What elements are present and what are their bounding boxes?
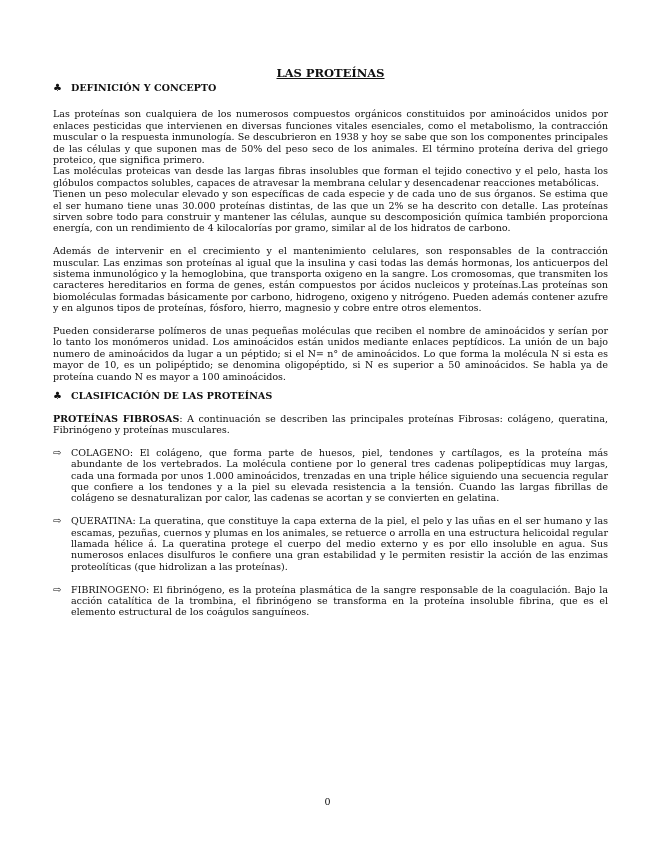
paragraph: Las proteínas son cualquiera de los numerosos compuestos orgánicos constituidos por aminoácidos unidos por enlaces pesticidas que intervienen en diversas funciones vitales esenciales, como el metabolismo, la contracción muscular o la respuesta inmunología. Se descubrieron en 1938 y hoy se sabe que son los componentes principales de las células y que suponen mas de 50% del peso seco de los animales. El término proteína deriva del griego proteico, que significa primero. [53, 109, 608, 167]
arrow-bullet-icon: ⇨ [53, 584, 62, 596]
paragraph: Las moléculas proteicas van desde las largas fibras insolubles que forman el tejido conectivo y el pelo, hasta los glóbulos compactos solubles, capaces de atravesar la membrana celular y desencadenar reacciones metabólicas. [53, 166, 608, 189]
fibrosas-text: : A continuación se describen las principales proteínas Fibrosas: colágeno, queratina, Fibrinógeno y proteínas musculares. [53, 413, 609, 436]
page-number: 0 [324, 797, 331, 808]
section-heading-clasificacion [53, 391, 608, 402]
fibrosas-label: PROTEÍNAS FIBROSAS [53, 413, 180, 425]
paragraph: Tienen un peso molecular elevado y son específicas de cada especie y de cada uno de sus órganos. Se estima que el ser humano tiene unas 30.000 proteínas distintas, de las que un 2% se ha descrito con detalle. Las proteínas sirven sobre todo para construir y mantener las células, aunque su descomposición química también proporciona energía, con un rendimiento de 4 kilocalorías por gramo, similar al de los hidratos de carbono. [53, 189, 608, 235]
section-heading-text: DEFINICIÓN Y CONCEPTO [71, 83, 217, 94]
section-heading-text: CLASIFICACIÓN DE LAS PROTEÍNAS [71, 391, 273, 403]
list-item-text: QUERATINA: La queratina, que constituye la capa externa de la piel, el pelo y las uñas en el ser humano y las escamas, pezuñas, cuernos y plumas en los animales, se retuerce o arrolla en una estructura helicoidal regular llamada hélice á. La queratina protege el cuerpo del medio externo y es por ello insoluble en agua. Sus numerosos enlaces disulfuros le confiere una gran estabilidad y le permiten resistir la acción de las enzimas proteolíticas (que hidrolizan a las proteínas). [71, 516, 608, 573]
arrow-bullet-icon: ⇨ [53, 447, 62, 459]
paragraph: Pueden considerarse polímeros de unas pequeñas moléculas que reciben el nombre de aminoácidos y serían por lo tanto los monómeros unidad. Los aminoácidos están unidos mediante enlaces peptídicos. La unión de un bajo numero de aminoácidos da lugar a un péptido; si el N= n° de aminoácidos. Lo que forma la molécula N si esta es mayor de 10, es un polipéptido; se denomina oligopéptido, si N es superior a 50 aminoácidos. Se habla ya de proteína cuando N es mayor a 100 aminoácidos. [53, 326, 608, 383]
page-title: LAS PROTEÍNAS [276, 66, 385, 80]
paragraph: Además de intervenir en el crecimiento y el mantenimiento celulares, son responsables de la contracción muscular. Las enzimas son proteínas al igual que la insulina y casi todas las demás hormonas, los anticuerpos del sistema inmunológico y la hemoglobina, que transporta oxigeno en la sangre. Los cromosomas, que transmiten los caracteres hereditarios en forma de genes, están compuestos por ácidos nucleicos y proteínas.Las proteínas son biomoléculas formadas básicamente por carbono, hidrogeno, oxigeno y nitrógeno. Pueden además contener azufre y en algunos tipos de proteínas, fósforo, hierro, magnesio y cobre entre otros elementos. [53, 246, 608, 315]
paragraph-fibrosas [53, 414, 608, 437]
list-item-fibrinogeno [53, 585, 608, 619]
list-item-queratina [53, 516, 608, 573]
section-heading-definicion [53, 83, 608, 94]
arrow-bullet-icon: ⇨ [53, 516, 62, 528]
list-item-colageno [53, 448, 608, 505]
document-page [53, 66, 608, 619]
list-item-text: FIBRINOGENO: El fibrinógeno, es la proteína plasmática de la sangre responsable de la coagulación. Bajo la acción catalítica de la trombina, el fibrinógeno se transforma en la proteína insoluble fibrina, que es el elemento estructural de los coágulos sanguíneos. [71, 584, 608, 619]
club-bullet-icon: ♣ [53, 83, 62, 94]
list-item-text: COLAGENO: El colágeno, que forma parte de huesos, piel, tendones y cartílagos, es la proteína más abundante de los vertebrados. La molécula contiene por lo general tres cadenas polipeptídicas muy largas, cada una formada por unos 1.000 aminoácidos, trenzadas en una triple hélice siguiendo una secuencia regular que confiere a los tendones y a la piel su elevada resistencia a la tensión. Cuando las largas fibrillas de colágeno se desnaturalizan por calor, las cadenas se acortan y se convierten en gelatina. [71, 447, 608, 505]
club-bullet-icon: ♣ [53, 391, 62, 403]
